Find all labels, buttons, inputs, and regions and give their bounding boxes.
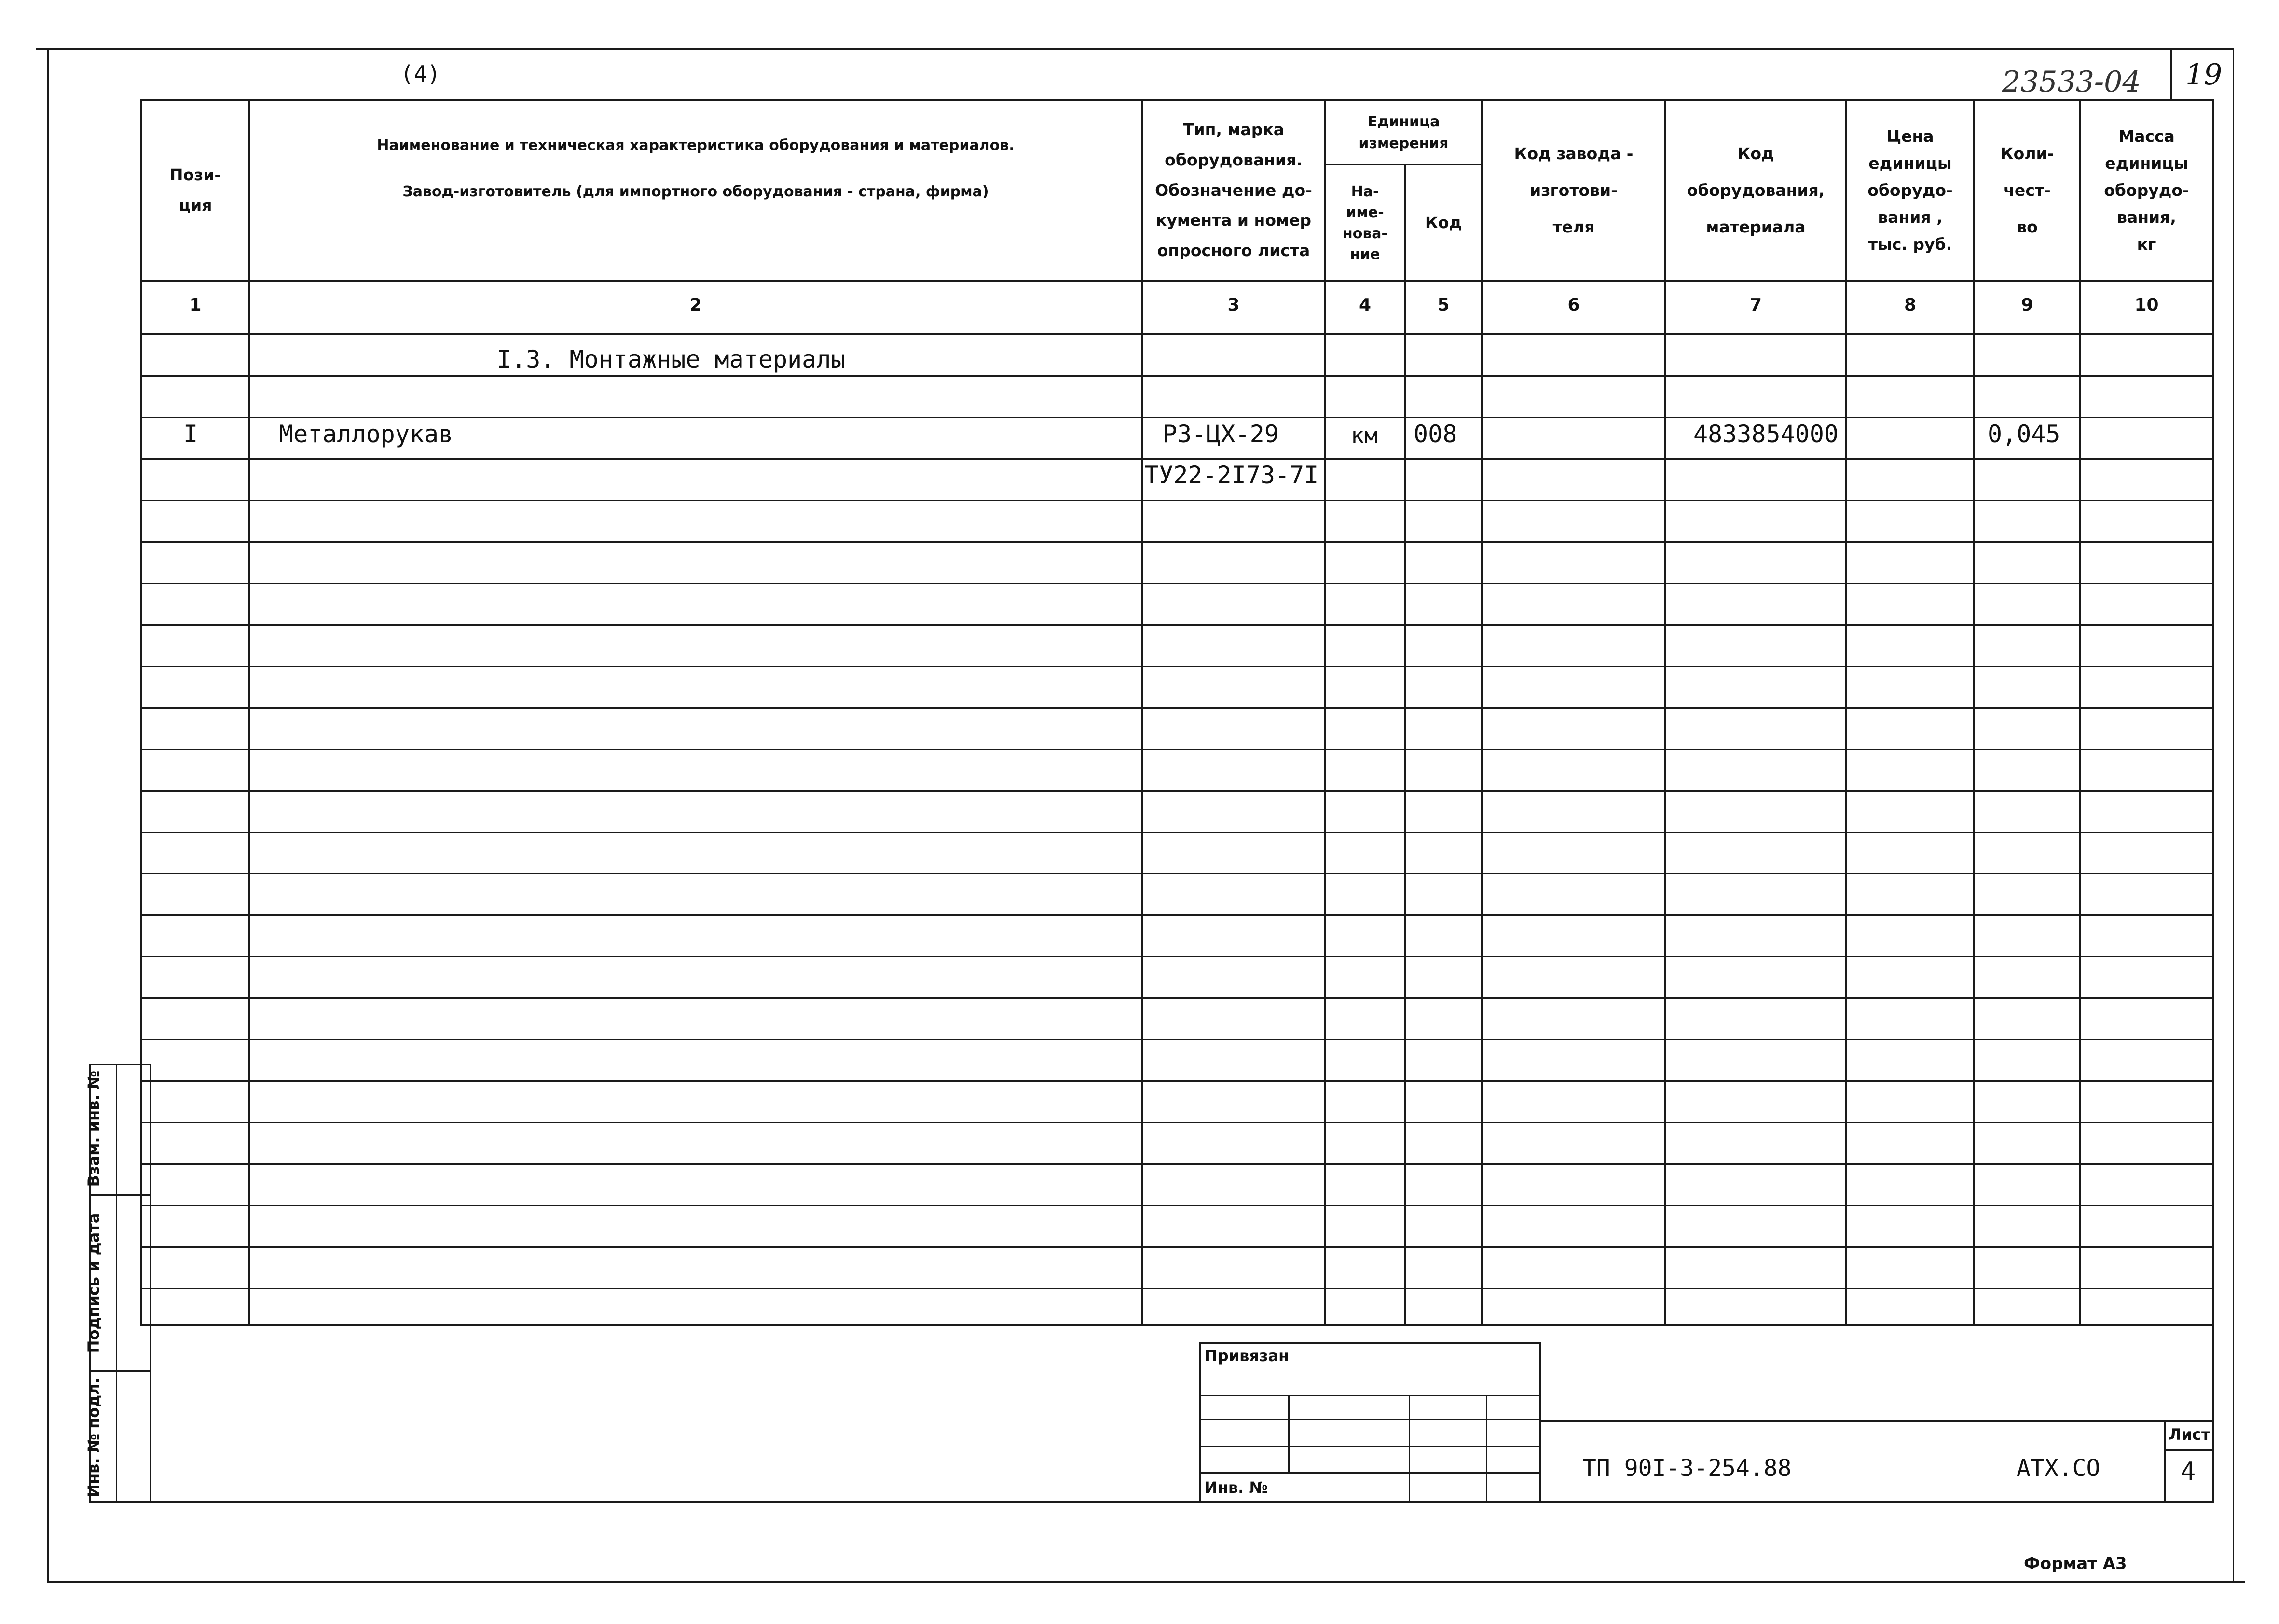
col-separator-8 [1973,99,1975,1326]
col-separator-2 [1141,99,1143,1326]
linked-box-col-3 [1486,1395,1487,1503]
format-label: Формат А3 [2024,1554,2127,1573]
colnum-4: 4 [1359,295,1372,315]
row-1-equipment-code: 4833854000 [1693,420,1839,448]
row-2-type: ТУ22-2I73-7I [1144,461,1319,489]
table-bottom-border [140,1324,2214,1326]
row-line [142,541,2212,543]
colnum-2: 2 [689,295,702,315]
colnum-3: 3 [1227,295,1240,315]
linked-box-row-3 [1199,1446,1539,1447]
header-unit-group: Единица измерения [1359,113,1449,152]
linked-label: Привязан [1205,1347,1290,1365]
sheet-box-divider [2164,1449,2214,1451]
stamp-replace-inv: Взам. инв. № [84,1070,103,1187]
titleblock-right-border [2212,1324,2214,1502]
linked-box-right [1539,1342,1541,1503]
row-line [142,956,2212,957]
stamp-divider-1 [89,1194,150,1196]
outer-frame-bottom [47,1581,2245,1583]
outer-frame-right [2233,48,2234,1582]
row-line [142,1080,2212,1082]
table-left-border [140,99,142,1326]
sheet-corner-number: 19 [2185,58,2223,92]
header-factory-code: Код завода - изготови- теля [1514,144,1634,236]
table-right-border [2212,99,2214,1326]
col-separator-6 [1664,99,1666,1326]
colnum-6: 6 [1567,295,1580,315]
header-mass: Масса единицы оборудо- вания, кг [2104,126,2189,254]
document-number: 23533-04 [2002,65,2141,99]
row-line [142,707,2212,709]
colnum-9: 9 [2021,295,2033,315]
row-line [142,500,2212,501]
colnum-5: 5 [1437,295,1450,315]
colnum-bottom-line [140,333,2214,335]
row-line [142,583,2212,584]
header-name: Наименование и техническая характеристика оборудования и материалов. Завод-изготовитель (для импортного оборудования - страна, фирма) [377,137,1015,200]
section-title: I.3. Монтажные материалы [497,345,846,373]
header-unit-name: На- име- нова- ние [1342,183,1388,263]
row-line [142,624,2212,626]
row-line [142,375,2212,377]
row-line [142,1246,2212,1248]
header-equipment-code: Код оборудования, материала [1687,144,1825,236]
col-separator-1 [248,99,250,1326]
project-code: ТП 90I-3-254.88 [1582,1455,1792,1482]
linked-box-col-1 [1288,1395,1290,1472]
sheet-label: Лист [2169,1425,2210,1444]
header-unit-code: Код [1425,213,1462,232]
col-separator-3 [1324,99,1326,1326]
outer-frame-left [47,48,49,1582]
titleblock-main-top [1539,1420,2214,1422]
row-line [142,666,2212,667]
row-line [142,749,2212,750]
header-position: Пози- ция [169,165,221,215]
row-line [142,1122,2212,1123]
unit-group-divider [1324,164,1482,165]
linked-box-top [1199,1342,1539,1344]
row-line [142,417,2212,418]
colnum-1: 1 [189,295,202,315]
row-line [142,1205,2212,1206]
header-price: Цена единицы оборудо- вания , тыс. руб. [1867,126,1953,254]
top-label: (4) [400,61,441,87]
row-line [142,458,2212,460]
col-separator-5 [1481,99,1483,1326]
row-1-position: I [183,420,198,448]
row-1-name: Металлорукав [279,420,453,448]
stamp-frame-inner [116,1064,117,1502]
row-line [142,1039,2212,1040]
corner-box-left [2170,48,2172,101]
row-line [142,914,2212,916]
header-bottom-line [140,280,2214,282]
colnum-10: 10 [2134,295,2159,315]
linked-box-row-1 [1199,1395,1539,1396]
row-line [142,997,2212,999]
header-type: Тип, марка оборудования. Обозначение до- кумента и номер опросного листа [1155,120,1312,260]
row-line [142,1288,2212,1289]
row-line [142,832,2212,833]
row-1-unit-code: 008 [1414,420,1457,448]
col-separator-7 [1845,99,1847,1326]
row-line [142,1163,2212,1165]
document-code: АТХ.СО [2017,1455,2101,1482]
stamp-frame-right [150,1064,151,1502]
row-line [142,790,2212,792]
sheet-number: 4 [2181,1457,2196,1486]
inv-label: Инв. № [1205,1478,1268,1497]
colnum-7: 7 [1749,295,1762,315]
stamp-signature-date: Подпись и дата [84,1213,103,1353]
row-line [142,873,2212,874]
col-separator-4 [1404,164,1406,1326]
linked-box-col-2 [1409,1395,1410,1503]
row-1-unit: км [1351,423,1378,449]
titleblock-bottom-border [89,1501,2214,1503]
stamp-original-inv: Инв. № подл. [84,1378,103,1497]
linked-box-left [1199,1342,1201,1503]
row-1-type: РЗ-ЦХ-29 [1163,420,1279,448]
row-1-quantity: 0,045 [1988,420,2060,448]
colnum-8: 8 [1904,295,1917,315]
header-quantity: Коли- чест- во [2000,144,2054,236]
sheet-box-left [2164,1420,2166,1502]
outer-frame-top [36,48,2234,50]
linked-box-row-4 [1199,1472,1539,1474]
col-separator-9 [2079,99,2081,1326]
linked-box-row-2 [1199,1419,1539,1420]
